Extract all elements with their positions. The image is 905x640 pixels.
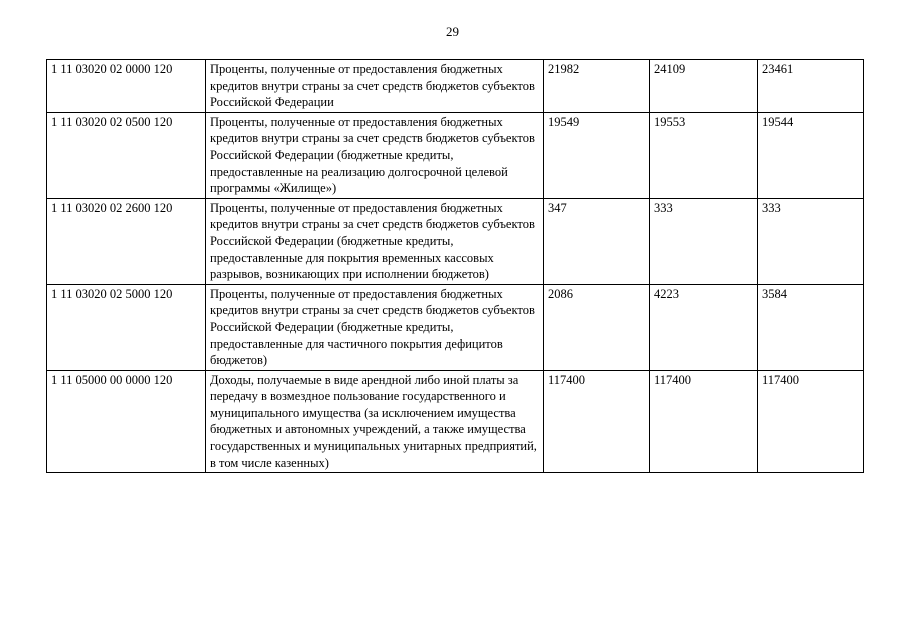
table-row	[47, 370, 864, 473]
budget-code-cell: 1 11 03020 02 0500 120	[47, 112, 206, 198]
budget-code-cell: 1 11 03020 02 5000 120	[47, 284, 206, 370]
income-name-cell: Проценты, полученные от предоставления бюджетных кредитов внутри страны за счет средств бюджетов субъектов Российской Федерации (бюджетные кредиты, предоставленные для частичного покрытия дефицитов бюджетов)	[206, 284, 544, 370]
income-name-cell: Проценты, полученные от предоставления бюджетных кредитов внутри страны за счет средств бюджетов субъектов Российской Федерации	[206, 60, 544, 113]
value-cell-2: 4223	[650, 284, 758, 370]
table-row	[47, 60, 864, 113]
budget-code-cell: 1 11 03020 02 0000 120	[47, 60, 206, 113]
value-cell-2: 24109	[650, 60, 758, 113]
value-cell-3: 23461	[758, 60, 864, 113]
table-row	[47, 284, 864, 370]
value-cell-2: 333	[650, 198, 758, 284]
page-number: 29	[446, 24, 459, 39]
value-cell-2: 117400	[650, 370, 758, 473]
income-name-cell: Проценты, полученные от предоставления бюджетных кредитов внутри страны за счет средств бюджетов субъектов Российской Федерации (бюджетные кредиты, предоставленные на реализацию долгосрочной целевой программы «Жилище»)	[206, 112, 544, 198]
value-cell-3: 19544	[758, 112, 864, 198]
budget-code-cell: 1 11 05000 00 0000 120	[47, 370, 206, 473]
value-cell-3: 333	[758, 198, 864, 284]
budget-code-cell: 1 11 03020 02 2600 120	[47, 198, 206, 284]
value-cell-1: 21982	[544, 60, 650, 113]
table-row	[47, 112, 864, 198]
budget-revenue-table	[46, 59, 864, 473]
value-cell-3: 3584	[758, 284, 864, 370]
value-cell-2: 19553	[650, 112, 758, 198]
value-cell-1: 117400	[544, 370, 650, 473]
value-cell-1: 347	[544, 198, 650, 284]
table-row	[47, 198, 864, 284]
value-cell-3: 117400	[758, 370, 864, 473]
income-name-cell: Проценты, полученные от предоставления бюджетных кредитов внутри страны за счет средств бюджетов субъектов Российской Федерации (бюджетные кредиты, предоставленные для покрытия временных кассовых разрывов, возникающих при исполнении бюджетов)	[206, 198, 544, 284]
value-cell-1: 2086	[544, 284, 650, 370]
value-cell-1: 19549	[544, 112, 650, 198]
income-name-cell: Доходы, получаемые в виде арендной либо иной платы за передачу в возмездное пользование государственного и муниципального имущества (за исключением имущества бюджетных и автономных учреждений, а также имущества государственных и муниципальных унитарных предприятий, в том числе казенных)	[206, 370, 544, 473]
